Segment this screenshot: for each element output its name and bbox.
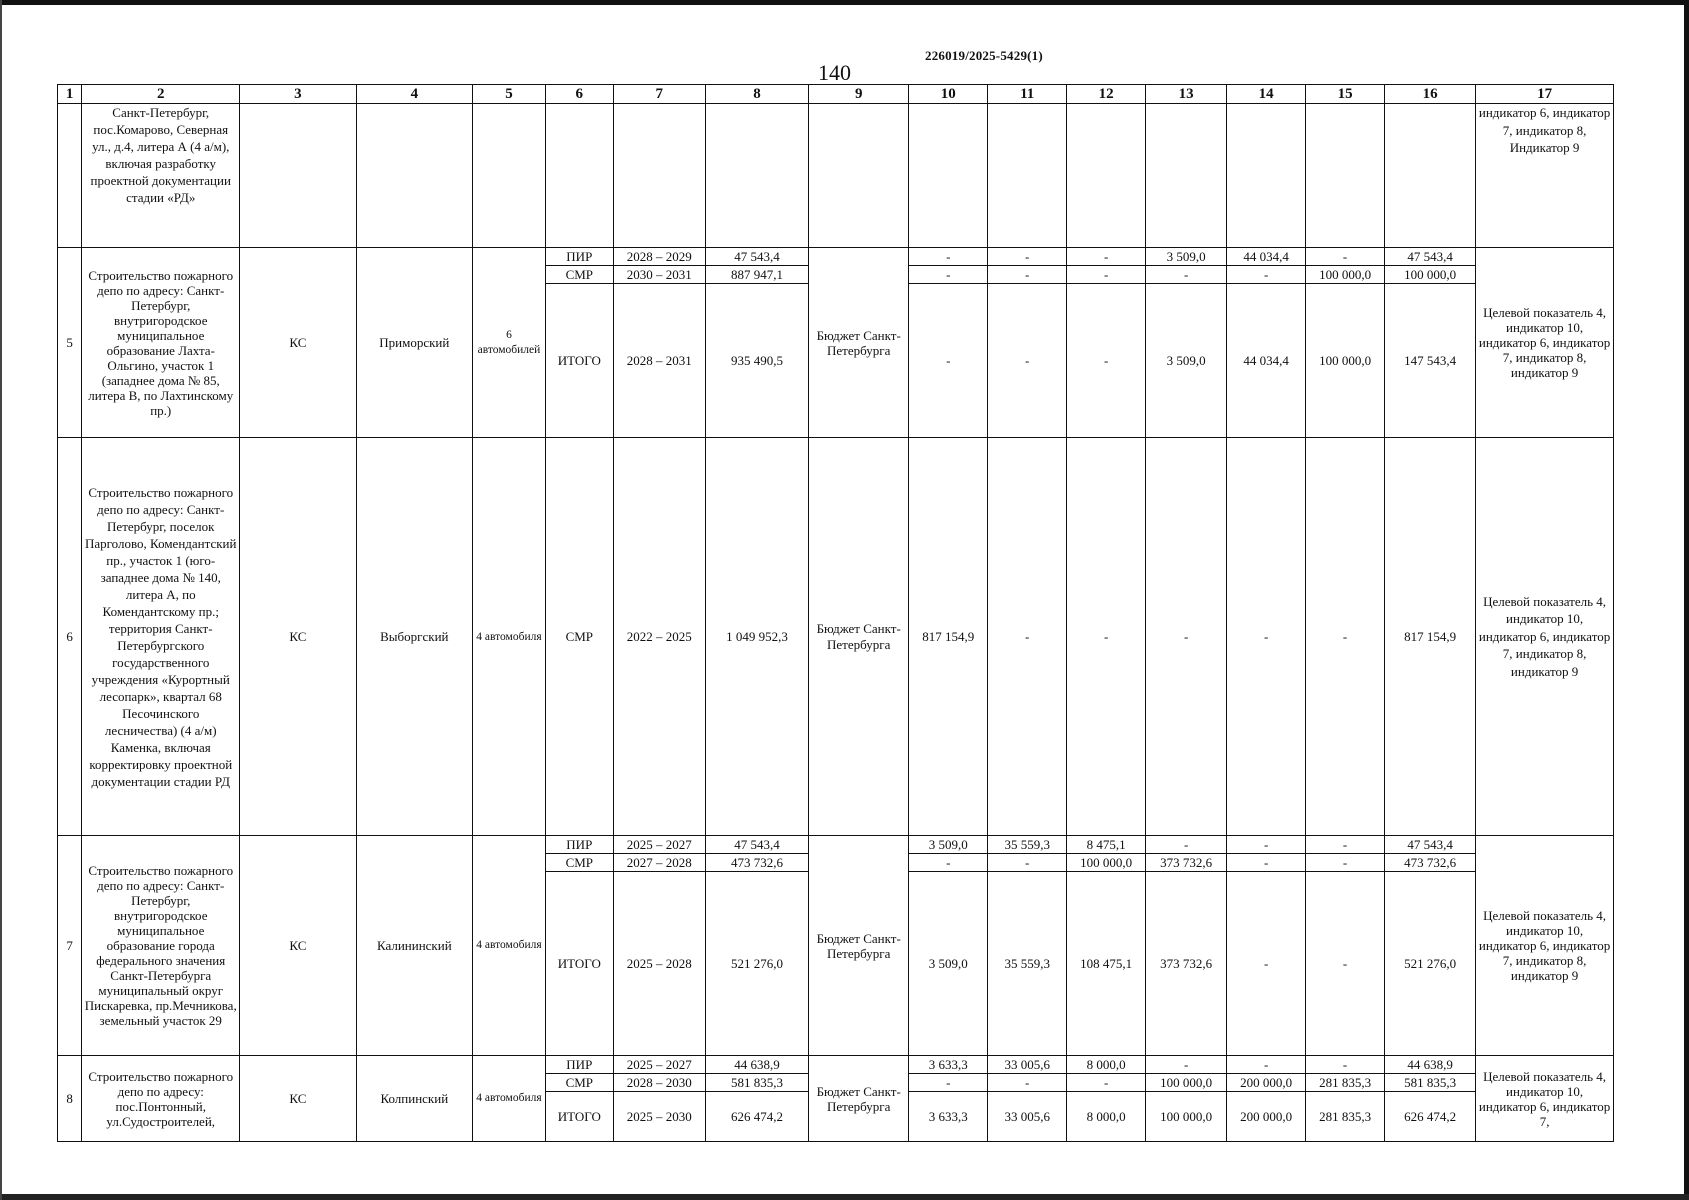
period: 2025 – 2030 bbox=[613, 1092, 705, 1142]
object-type: КС bbox=[240, 836, 356, 1056]
total-cost: 626 474,2 bbox=[705, 1092, 808, 1142]
value-cell: 100 000,0 bbox=[1146, 1092, 1227, 1142]
program-table bbox=[57, 84, 1614, 1142]
value-cell: - bbox=[909, 284, 988, 438]
work-kind: СМР bbox=[545, 266, 613, 284]
period: 2025 – 2027 bbox=[613, 1056, 705, 1074]
scan-frame-left bbox=[0, 0, 2, 1200]
value-cell: 281 835,3 bbox=[1306, 1074, 1385, 1092]
total-cost: 47 543,4 bbox=[705, 248, 808, 266]
value-cell: - bbox=[1227, 854, 1306, 872]
value-cell: 521 276,0 bbox=[1385, 872, 1476, 1056]
value-cell: 108 475,1 bbox=[1067, 872, 1146, 1056]
value-cell: - bbox=[1067, 1074, 1146, 1092]
total-cost: 44 638,9 bbox=[705, 1056, 808, 1074]
object-name: Санкт-Петербург, пос.Комарово, Северная ул., д.4, литера А (4 а/м), включая разработку проектной документации стадии «РД» bbox=[82, 104, 240, 248]
value-cell: 44 638,9 bbox=[1385, 1056, 1476, 1074]
value-cell: 100 000,0 bbox=[1146, 1074, 1227, 1092]
row-number: 8 bbox=[58, 1056, 82, 1142]
value-cell: 373 732,6 bbox=[1146, 854, 1227, 872]
value-cell: - bbox=[1306, 872, 1385, 1056]
column-header: 15 bbox=[1306, 85, 1385, 104]
value-cell: 3 509,0 bbox=[909, 836, 988, 854]
indicators: Целевой показатель 4, индикатор 10, индикатор 6, индикатор 7, bbox=[1476, 1056, 1614, 1142]
value-cell: 33 005,6 bbox=[988, 1092, 1067, 1142]
district: Выборгский bbox=[356, 438, 472, 836]
column-header: 13 bbox=[1146, 85, 1227, 104]
registration-number: 226019/2025-5429(1) bbox=[925, 48, 1043, 63]
column-header: 9 bbox=[809, 85, 909, 104]
value-cell: 3 633,3 bbox=[909, 1092, 988, 1142]
row-number: 5 bbox=[58, 248, 82, 438]
row-number: 7 bbox=[58, 836, 82, 1056]
value-cell: - bbox=[1067, 248, 1146, 266]
column-header: 17 bbox=[1476, 85, 1614, 104]
value-cell: 3 633,3 bbox=[909, 1056, 988, 1074]
total-cost: 581 835,3 bbox=[705, 1074, 808, 1092]
value-cell: 8 000,0 bbox=[1067, 1092, 1146, 1142]
value-cell: - bbox=[1306, 854, 1385, 872]
work-kind: ИТОГО bbox=[545, 872, 613, 1056]
value-cell: 3 509,0 bbox=[1146, 248, 1227, 266]
value-cell: - bbox=[1067, 266, 1146, 284]
object-type: КС bbox=[240, 438, 356, 836]
district: Приморский bbox=[356, 248, 472, 438]
value-cell: 8 000,0 bbox=[1067, 1056, 1146, 1074]
value-cell: 817 154,9 bbox=[1385, 438, 1476, 836]
column-header: 8 bbox=[705, 85, 808, 104]
funding-source: Бюджет Санкт-Петербурга bbox=[809, 1056, 909, 1142]
object-name: Строительство пожарного депо по адресу: Санкт-Петербург, внутригородское муниципальное образование Лахта-Ольгино, участок 1 (западнее дома № 85, литера В, по Лахтинскому пр.) bbox=[82, 248, 240, 438]
value-cell: 200 000,0 bbox=[1227, 1074, 1306, 1092]
value-cell: - bbox=[988, 438, 1067, 836]
work-kind: ПИР bbox=[545, 248, 613, 266]
table-row bbox=[58, 248, 1614, 266]
row-number: 6 bbox=[58, 438, 82, 836]
value-cell: 473 732,6 bbox=[1385, 854, 1476, 872]
value-cell: - bbox=[1227, 1056, 1306, 1074]
value-cell: 3 509,0 bbox=[909, 872, 988, 1056]
value-cell: 3 509,0 bbox=[1146, 284, 1227, 438]
value-cell: - bbox=[1146, 266, 1227, 284]
funding-source: Бюджет Санкт-Петербурга bbox=[809, 836, 909, 1056]
page-number: 140 bbox=[818, 60, 851, 85]
value-cell: 581 835,3 bbox=[1385, 1074, 1476, 1092]
total-cost: 473 732,6 bbox=[705, 854, 808, 872]
total-cost: 521 276,0 bbox=[705, 872, 808, 1056]
column-header: 6 bbox=[545, 85, 613, 104]
scan-frame-right bbox=[1684, 0, 1689, 1200]
funding-source: Бюджет Санкт-Петербурга bbox=[809, 438, 909, 836]
period: 2027 – 2028 bbox=[613, 854, 705, 872]
indicators: индикатор 6, индикатор 7, индикатор 8, Индикатор 9 bbox=[1476, 104, 1614, 248]
object-name: Строительство пожарного депо по адресу: Санкт-Петербург, поселок Парголово, Комендантский пр., участок 1 (юго-западнее дома № 140, литера А, по Комендантскому пр.; территория Санкт-Петербургского государственного учреждения «Курортный лесопарк», квартал 68 Песочинского лесничества) (4 а/м) Каменка, включая корректировку проектной документации стадии РД bbox=[82, 438, 240, 836]
work-kind: ИТОГО bbox=[545, 284, 613, 438]
value-cell: 200 000,0 bbox=[1227, 1092, 1306, 1142]
scan-frame-bottom bbox=[0, 1194, 1689, 1200]
value-cell: 44 034,4 bbox=[1227, 284, 1306, 438]
value-cell: - bbox=[1146, 1056, 1227, 1074]
value-cell: 626 474,2 bbox=[1385, 1092, 1476, 1142]
table-header-row bbox=[58, 85, 1614, 104]
value-cell: - bbox=[988, 284, 1067, 438]
object-type: КС bbox=[240, 248, 356, 438]
value-cell: 44 034,4 bbox=[1227, 248, 1306, 266]
column-header: 16 bbox=[1385, 85, 1476, 104]
value-cell: 35 559,3 bbox=[988, 836, 1067, 854]
value-cell: - bbox=[988, 248, 1067, 266]
work-kind: СМР bbox=[545, 854, 613, 872]
column-header: 7 bbox=[613, 85, 705, 104]
column-header: 1 bbox=[58, 85, 82, 104]
value-cell: - bbox=[988, 854, 1067, 872]
work-kind: ПИР bbox=[545, 1056, 613, 1074]
funding-source: Бюджет Санкт-Петербурга bbox=[809, 248, 909, 438]
value-cell: - bbox=[1306, 1056, 1385, 1074]
value-cell: 47 543,4 bbox=[1385, 836, 1476, 854]
value-cell: 47 543,4 bbox=[1385, 248, 1476, 266]
value-cell: - bbox=[1146, 438, 1227, 836]
value-cell: - bbox=[909, 248, 988, 266]
period: 2028 – 2029 bbox=[613, 248, 705, 266]
column-header: 4 bbox=[356, 85, 472, 104]
value-cell: - bbox=[1227, 438, 1306, 836]
value-cell: - bbox=[1067, 438, 1146, 836]
period: 2022 – 2025 bbox=[613, 438, 705, 836]
indicators: Целевой показатель 4, индикатор 10, индикатор 6, индикатор 7, индикатор 8, индикатор 9 bbox=[1476, 836, 1614, 1056]
value-cell: 373 732,6 bbox=[1146, 872, 1227, 1056]
vehicle-count: 6 автомобилей bbox=[473, 248, 546, 438]
object-name: Строительство пожарного депо по адресу: пос.Понтонный, ул.Судостроителей, bbox=[82, 1056, 240, 1142]
total-cost: 1 049 952,3 bbox=[705, 438, 808, 836]
work-kind: СМР bbox=[545, 438, 613, 836]
value-cell: 100 000,0 bbox=[1306, 284, 1385, 438]
column-header: 3 bbox=[240, 85, 356, 104]
column-header: 10 bbox=[909, 85, 988, 104]
scan-frame-top bbox=[0, 0, 1689, 5]
column-header: 12 bbox=[1067, 85, 1146, 104]
work-kind: ИТОГО bbox=[545, 1092, 613, 1142]
value-cell: - bbox=[1067, 284, 1146, 438]
column-header: 11 bbox=[988, 85, 1067, 104]
column-header: 14 bbox=[1227, 85, 1306, 104]
value-cell: 100 000,0 bbox=[1385, 266, 1476, 284]
value-cell: 35 559,3 bbox=[988, 872, 1067, 1056]
value-cell: 100 000,0 bbox=[1306, 266, 1385, 284]
object-type: КС bbox=[240, 1056, 356, 1142]
value-cell: - bbox=[988, 1074, 1067, 1092]
value-cell: 281 835,3 bbox=[1306, 1092, 1385, 1142]
value-cell: - bbox=[909, 266, 988, 284]
table-row bbox=[58, 836, 1614, 854]
district: Колпинский bbox=[356, 1056, 472, 1142]
indicators: Целевой показатель 4, индикатор 10, индикатор 6, индикатор 7, индикатор 8, индикатор 9 bbox=[1476, 438, 1614, 836]
column-header: 2 bbox=[82, 85, 240, 104]
column-header: 5 bbox=[473, 85, 546, 104]
table-row bbox=[58, 438, 1614, 836]
vehicle-count: 4 автомобиля bbox=[473, 1056, 546, 1142]
total-cost: 887 947,1 bbox=[705, 266, 808, 284]
period: 2025 – 2028 bbox=[613, 872, 705, 1056]
value-cell: - bbox=[1306, 438, 1385, 836]
table-row-continued bbox=[58, 104, 1614, 248]
value-cell: - bbox=[909, 1074, 988, 1092]
value-cell: 147 543,4 bbox=[1385, 284, 1476, 438]
value-cell: 817 154,9 bbox=[909, 438, 988, 836]
value-cell: - bbox=[1306, 836, 1385, 854]
indicators: Целевой показатель 4, индикатор 10, индикатор 6, индикатор 7, индикатор 8, индикатор 9 bbox=[1476, 248, 1614, 438]
object-name: Строительство пожарного депо по адресу: Санкт-Петербург, внутригородское муниципальное образование города федерального значения Санкт-Петербурга муниципальный округ Пискаревка, пр.Мечникова, земельный участок 29 bbox=[82, 836, 240, 1056]
value-cell: - bbox=[1227, 872, 1306, 1056]
period: 2025 – 2027 bbox=[613, 836, 705, 854]
period: 2030 – 2031 bbox=[613, 266, 705, 284]
period: 2028 – 2031 bbox=[613, 284, 705, 438]
work-kind: ПИР bbox=[545, 836, 613, 854]
table-row bbox=[58, 1056, 1614, 1074]
period: 2028 – 2030 bbox=[613, 1074, 705, 1092]
value-cell: 8 475,1 bbox=[1067, 836, 1146, 854]
total-cost: 935 490,5 bbox=[705, 284, 808, 438]
value-cell: - bbox=[1306, 248, 1385, 266]
work-kind: СМР bbox=[545, 1074, 613, 1092]
total-cost: 47 543,4 bbox=[705, 836, 808, 854]
vehicle-count: 4 автомобиля bbox=[473, 836, 546, 1056]
value-cell: - bbox=[988, 266, 1067, 284]
value-cell: 33 005,6 bbox=[988, 1056, 1067, 1074]
value-cell: - bbox=[1227, 266, 1306, 284]
value-cell: 100 000,0 bbox=[1067, 854, 1146, 872]
value-cell: - bbox=[1146, 836, 1227, 854]
vehicle-count: 4 автомобиля bbox=[473, 438, 546, 836]
value-cell: - bbox=[1227, 836, 1306, 854]
district: Калининский bbox=[356, 836, 472, 1056]
value-cell: - bbox=[909, 854, 988, 872]
